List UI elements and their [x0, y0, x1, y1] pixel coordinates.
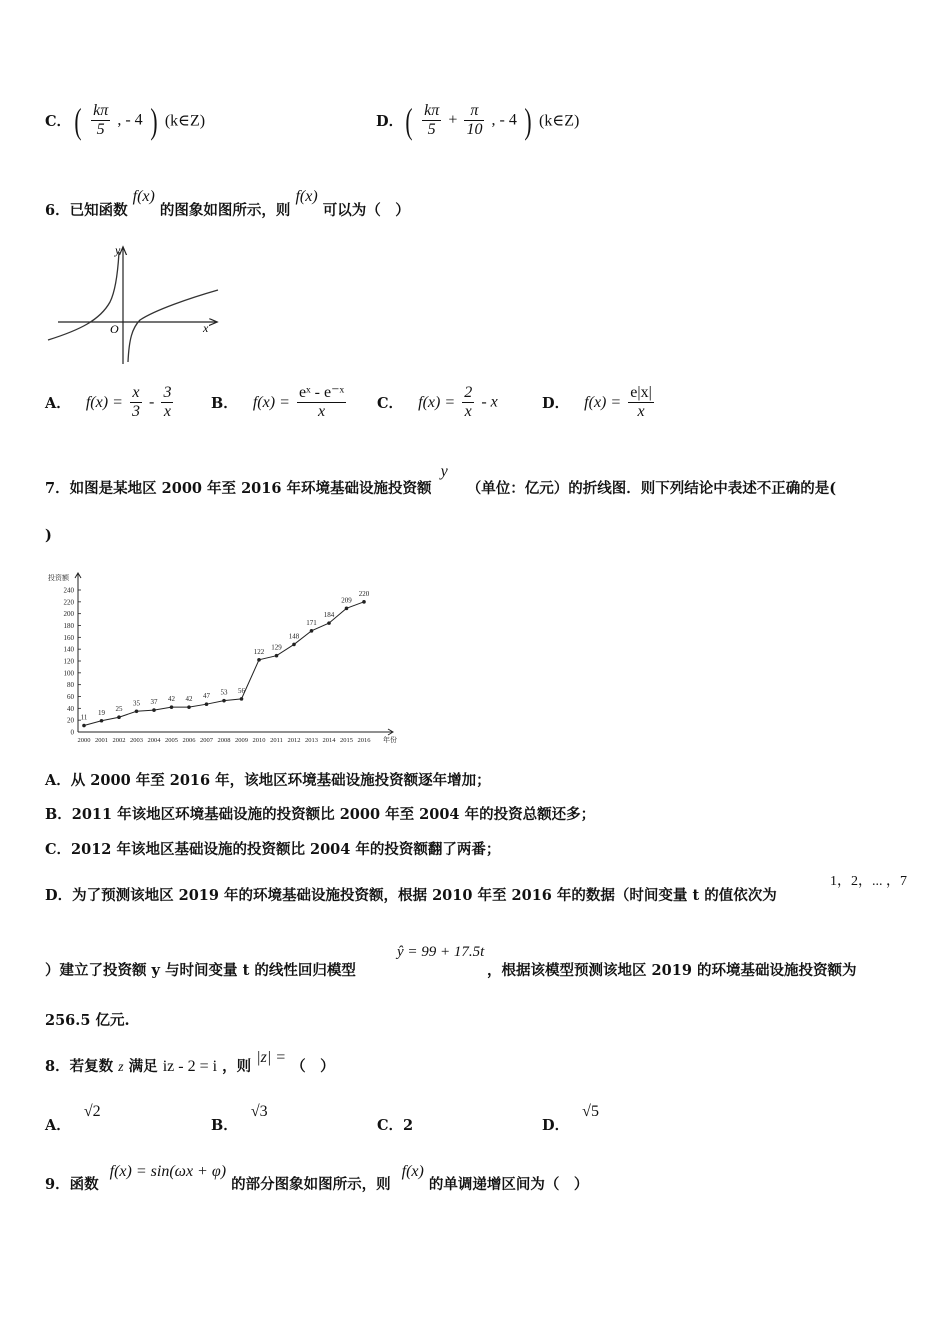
q7-option-c[interactable]: C．2012 年该地区基础设施的投资额比 2004 年的投资额翻了两番； [45, 841, 501, 858]
q6-origin-label: O [110, 322, 119, 336]
q8-option-b[interactable]: B． √3 [211, 1103, 268, 1134]
chart-data-label: 11 [80, 713, 88, 722]
chart-data-point [327, 621, 331, 625]
chart-y-tick-label: 180 [63, 622, 74, 630]
q8-stem: 8．若复数 z 满足 iz - 2 = i ，则 |z| = （ ） [45, 1049, 335, 1075]
chart-x-tick-label: 2012 [287, 737, 301, 744]
q6-option-c[interactable]: C． f(x) = $\frac{2}{x}$ - x [377, 384, 498, 420]
chart-y-tick-label: 200 [63, 610, 74, 619]
chart-data-label: 42 [185, 695, 193, 704]
q7-option-b[interactable]: B．2011 年该地区环境基础设施的投资额比 2000 年至 2004 年的投资总额还多； [45, 806, 596, 823]
chart-data-point [135, 709, 139, 713]
chart-y-tick-label: 0 [70, 728, 74, 737]
chart-x-tick-label: 2006 [182, 737, 196, 744]
chart-data-point [187, 705, 191, 709]
chart-data-label: 209 [341, 596, 352, 605]
chart-y-tick-label: 60 [67, 693, 74, 701]
chart-y-tick-label: 120 [63, 657, 74, 666]
chart-y-tick-label: 80 [67, 681, 74, 690]
chart-data-label: 122 [253, 647, 265, 656]
q7-option-a[interactable]: A．从 2000 年至 2016 年，该地区环境基础设施投资额逐年增加； [45, 772, 491, 789]
q7-option-d-sequence: 1，2，... ，7 [830, 874, 907, 889]
chart-series-line [84, 602, 364, 726]
q8-option-a[interactable]: A． √2 [45, 1103, 101, 1134]
chart-data-label: 129 [271, 643, 282, 652]
chart-data-point [275, 654, 279, 658]
chart-x-tick-label: 2009 [235, 737, 248, 744]
q5-option-d[interactable] [376, 100, 403, 150]
q5-option-c-label: C． [45, 113, 72, 130]
chart-x-tick-label: 2015 [340, 737, 353, 744]
chart-x-tick-label: 2000 [77, 737, 91, 744]
chart-data-point [152, 708, 156, 712]
q8-option-c[interactable]: C．2 [377, 1117, 414, 1134]
chart-y-tick-label: 20 [67, 716, 74, 725]
chart-data-point [310, 629, 314, 633]
chart-x-tick-label: 2002 [112, 737, 126, 744]
q7-line-chart [40, 568, 400, 748]
q6-fx: f(x) [132, 188, 155, 205]
chart-data-label: 184 [323, 611, 335, 620]
q6-x-label: x [203, 321, 209, 335]
chart-data-label: 35 [133, 699, 140, 708]
q6-option-d[interactable]: D． f(x) = $\frac{e|x|}{x}$ [542, 384, 652, 420]
chart-data-point [82, 724, 86, 728]
chart-data-label: 53 [220, 688, 228, 697]
q6-y-label: y [115, 243, 121, 257]
chart-x-axis-title: 年份 [383, 736, 397, 744]
chart-x-tick-label: 2005 [165, 737, 178, 744]
q7-stem-line1: 7．如图是某地区 2000 年至 2016 年环境基础设施投资额 y （单位：亿元）的折线图．则下列结论中表述不正确的是( [45, 463, 837, 497]
chart-data-point [170, 705, 174, 709]
chart-data-point [205, 702, 209, 706]
q5-option-c[interactable] [45, 100, 71, 150]
q7-option-d-line3: 256.5 亿元. [45, 1012, 130, 1029]
chart-x-tick-label: 2004 [147, 737, 161, 744]
chart-data-point [292, 643, 296, 647]
q9-stem: 9．函数 f(x) = sin(ωx + φ) 的部分图象如图所示，则 f(x) 的单调递增区间为（ ） [45, 1163, 589, 1193]
q6-stem: 6．已知函数 f(x) 的图象如图所示，则 f(x) 可以为（ ） [45, 188, 410, 219]
q6-function-graph [40, 240, 230, 370]
chart-x-tick-label: 2011 [270, 737, 283, 744]
q7-y-var: y [440, 463, 448, 480]
chart-data-label: 42 [168, 695, 175, 704]
chart-data-point [345, 607, 349, 611]
chart-data-label: 19 [98, 708, 105, 717]
chart-x-tick-label: 2016 [357, 737, 371, 744]
q6-option-a[interactable]: A． f(x) = $\frac{x}{3}$ - $\frac{3}{x}$ [45, 384, 172, 420]
chart-y-axis-title: 投资额 [48, 574, 69, 582]
chart-data-label: 47 [203, 692, 210, 701]
chart-data-label: 220 [358, 589, 370, 598]
q9-fx: f(x) = sin(ωx + φ) [109, 1163, 227, 1180]
chart-data-point [222, 699, 226, 703]
q7-option-d-line1[interactable]: D．为了预测该地区 2019 年的环境基础设施投资额，根据 2010 年至 2016 年的数据（时间变量 t 的值依次为 [45, 887, 777, 904]
chart-data-label: 37 [150, 698, 158, 707]
chart-x-tick-label: 2008 [217, 737, 231, 744]
q6-fx2: f(x) [295, 188, 318, 205]
chart-data-point [362, 600, 366, 604]
q7-option-d-line2b: ，根据该模型预测该地区 2019 的环境基础设施投资额为 [487, 962, 857, 979]
chart-x-tick-label: 2001 [95, 737, 108, 744]
q6-left-branch [48, 252, 119, 340]
q7-option-d-line2a: ）建立了投资额 y 与时间变量 t 的线性回归模型 [45, 962, 356, 979]
q5-c-fraction: $\frac{k\pi}{5}$ [93, 102, 109, 138]
q5-option-c-formula: ( $\frac{k\pi}{5}$ , - 4 ) (k∈Z) [74, 100, 206, 141]
q8-option-d[interactable]: D． √5 [542, 1103, 599, 1134]
chart-data-label: 25 [115, 705, 123, 714]
q5-option-d-label: D． [376, 113, 404, 130]
q5-option-d-formula: ( $\frac{k\pi}{5}$ + $\frac{\pi}{10}$ , - 4 ) (k∈Z) [405, 100, 580, 141]
chart-y-tick-label: 40 [67, 704, 74, 713]
chart-y-tick-label: 140 [63, 645, 74, 654]
q6-option-b[interactable]: B． f(x) = $\frac{\text{eˣ - e⁻ˣ}}{x}$ [211, 384, 345, 420]
q7-option-d-model: ŷ = 99 + 17.5t [397, 944, 485, 960]
chart-data-point [240, 697, 244, 701]
chart-data-point [257, 658, 261, 662]
chart-x-tick-label: 2014 [322, 737, 336, 744]
chart-data-point [117, 715, 121, 719]
chart-y-tick-label: 240 [63, 586, 74, 595]
chart-x-tick-label: 2007 [200, 737, 213, 744]
chart-x-tick-label: 2003 [130, 737, 143, 744]
chart-data-label: 171 [306, 618, 317, 627]
chart-y-tick-label: 160 [63, 633, 74, 642]
chart-data-point [100, 719, 104, 723]
chart-data-label: 148 [288, 632, 300, 641]
chart-x-tick-label: 2010 [252, 737, 266, 744]
chart-y-tick-label: 220 [63, 598, 74, 607]
chart-x-tick-label: 2013 [305, 737, 318, 744]
q7-stem-line2: ) [45, 527, 52, 544]
chart-data-label: 56 [238, 686, 245, 695]
chart-y-tick-label: 100 [63, 669, 74, 678]
